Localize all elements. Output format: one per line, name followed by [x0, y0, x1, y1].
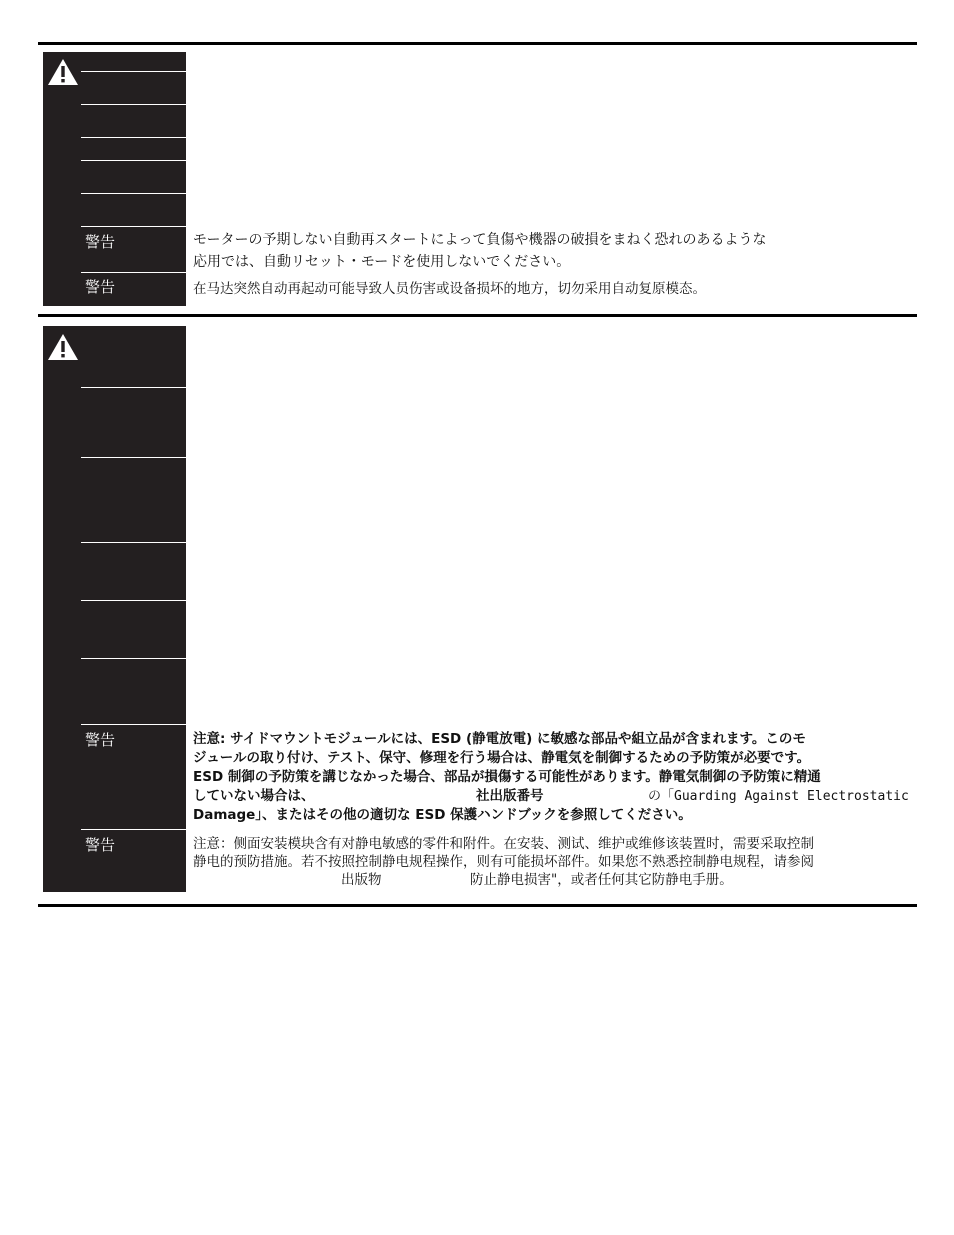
japanese-esd-line-5: Damage」、またはその他の適切な ESD 保護ハンドブックを参照してください。 [193, 807, 692, 823]
japanese-text-segment: 社出版番号 [476, 788, 544, 804]
top-rule [38, 42, 917, 45]
warning-sidebar [43, 326, 186, 892]
chinese-text-segment: 防止静电损害"，或者任何其它防静电手册。 [470, 872, 733, 888]
warning-sidebar [43, 52, 186, 306]
middle-rule [38, 314, 917, 317]
divider [81, 137, 186, 138]
warning-block-2 [43, 326, 917, 892]
divider [81, 724, 186, 725]
japanese-esd-line-4 [193, 787, 915, 806]
warning-block-1 [43, 52, 917, 306]
chinese-esd-line-3 [193, 871, 915, 889]
chinese-warning-label: 警告 [85, 836, 116, 854]
japanese-warning-text: モーターの予期しない自動再スタートによって負傷や機器の破損をまねく恐れのあるような 応用では、自動リセット・モードを使用しないでください。 [193, 232, 767, 270]
japanese-text-segment: していない場合は、 [193, 788, 315, 804]
japanese-warning-label: 警告 [85, 233, 116, 251]
divider [81, 829, 186, 830]
divider [81, 104, 186, 105]
bottom-rule [38, 904, 917, 907]
divider [81, 272, 186, 273]
divider [81, 193, 186, 194]
divider [81, 387, 186, 388]
divider [81, 542, 186, 543]
chinese-text-segment: 出版物 [341, 872, 382, 888]
divider [81, 71, 186, 72]
divider [81, 226, 186, 227]
warning-triangle-icon [46, 57, 80, 87]
divider [81, 658, 186, 659]
japanese-esd-warning-text: 注意: サイドマウントモジュールには、ESD (静電放電) に敏感な部品や組立品が含まれます。このモ ジュールの取り付け、テスト、保守、修理を行う場合は、静電気を制御するための予防策が必要です。 ESD 制御の予防策を講じなかった場合、部品が損傷する可能性があります。静電気制御の予防策に精通 [193, 731, 821, 785]
warning-triangle-icon [46, 332, 80, 362]
chinese-esd-warning-text: 注意：侧面安装模块含有对静电敏感的零件和附件。在安装、测试、维护或维修该装置时，需要采取控制 静电的预防措施。若不按照控制静电规程操作，则有可能损坏部件。如果您不熟悉控制静电规程，请参阅 [193, 836, 814, 870]
japanese-warning-label: 警告 [85, 731, 116, 749]
japanese-text-segment: の「Guarding Against Electrostatic [648, 789, 909, 804]
divider [81, 160, 186, 161]
divider [81, 600, 186, 601]
chinese-warning-text: 在马达突然自动再起动可能导致人员伤害或设备损坏的地方，切勿采用自动复原模态。 [193, 281, 706, 297]
chinese-warning-label: 警告 [85, 278, 116, 296]
divider [81, 457, 186, 458]
